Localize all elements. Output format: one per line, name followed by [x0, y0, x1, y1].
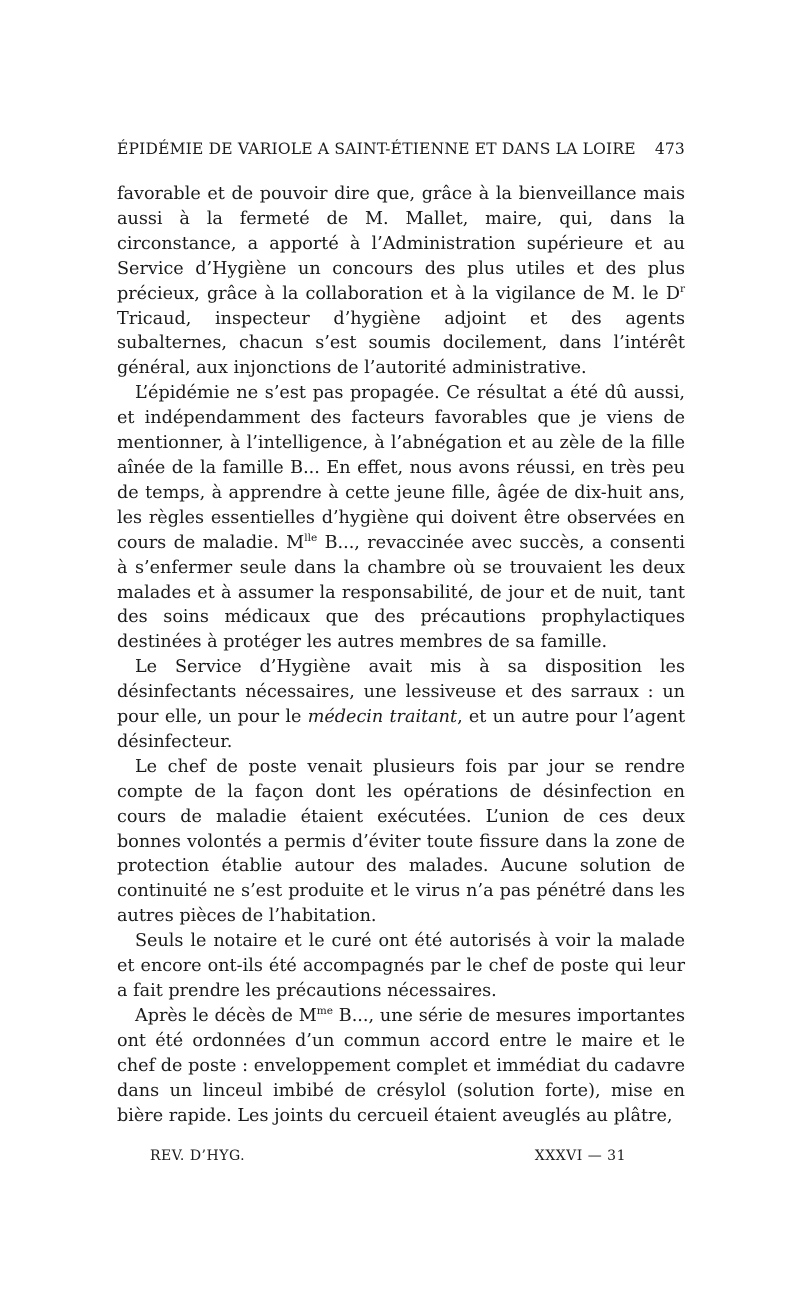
paragraph-5: [117, 929, 685, 1004]
body-text: [117, 182, 685, 1128]
paragraph-3: [117, 655, 685, 755]
running-header: [117, 140, 685, 170]
footer-signature: XXXVI — 31: [534, 1148, 626, 1164]
page-number: 473: [654, 140, 685, 158]
paragraph-6: [117, 1004, 685, 1129]
paragraph-text: B..., une série de mesures importantes ont été ordonnées d’un commun accord entre le maire et le chef de poste : enveloppement complet et immédiat du cadavre dans un linceul imbibé de crésylol (solution forte), mise en bière rapide. Les joints du cercueil étaient aveuglés au plâtre,: [117, 1005, 685, 1126]
paragraph-text: B..., revaccinée avec succès, a consenti à s’enfermer seule dans la chambre où se trouvaient les deux malades et à assumer la responsabilité, de jour et de nuit, tant des soins médicaux que des précautions prophylactiques destinées à protéger les autres membres de sa famille.: [117, 532, 685, 653]
paragraph-text: Seuls le notaire et le curé ont été autorisés à voir la malade et encore ont-ils été accompagnés par le chef de poste qui leur a fait prendre les précautions nécessaires.: [117, 931, 685, 1001]
paragraph-text: favorable et de pouvoir dire que, grâce à la bienveillance mais aussi à la fermeté de M. Mallet, maire, qui, dans la circonstance, a apporté à l’Administration supérieure et au Service d’Hygiène un concours des plus utiles et des plus précieux, grâce à la collaboration et à la vigilance de M. le D: [117, 184, 685, 304]
paragraph-text: Le Service d’Hygiène avait mis à sa disposition les désinfectants nécessaires, une lessiveuse et des sarraux : un pour elle, un pour le: [117, 657, 685, 728]
superscript: me: [316, 1005, 333, 1018]
paragraph-text: Tricaud, inspecteur d’hygiène adjoint et des agents subalternes, chacun s’est soumis docilement, dans l’intérêt général, aux injonctions de l’autorité administrative.: [117, 308, 685, 379]
superscript: r: [679, 282, 685, 295]
superscript: lle: [304, 531, 318, 544]
paragraph-1: [117, 182, 685, 381]
italic-text: médecin traitant: [307, 707, 458, 728]
paragraph-text: Après le décès de M: [135, 1005, 317, 1026]
paragraph-text: Le chef de poste venait plusieurs fois par jour se rendre compte de la façon dont les opérations de désinfection en cours de maladie étaient exécutées. L’union de ces deux bonnes volontés a permis d’éviter toute fissure dans la zone de protection établie autour des malades. Aucune solution de continuité ne s’est produite et le virus n’a pas pénétré dans les autres pièces de l’habitation.: [117, 756, 685, 927]
header-title: ÉPIDÉMIE DE VARIOLE A SAINT-ÉTIENNE ET DANS LA LOIRE: [117, 140, 636, 158]
paragraph-text: L’épidémie ne s’est pas propagée. Ce résultat a été dû aussi, et indépendamment des facteurs favorables que je viens de mentionner, à l’intelligence, à l’abnégation et au zèle de la fille aînée de la famille B... En effet, nous avons réussi, en très peu de temps, à apprendre à cette jeune fille, âgée de dix-huit ans, les règles essentielles d’hygiène qui doivent être observées en cours de maladie. M: [117, 383, 685, 553]
footer-journal: REV. D’HYG.: [150, 1148, 246, 1164]
paragraph-2: [117, 381, 685, 655]
paragraph-text: , et un autre pour l’agent désinfecteur.: [117, 707, 686, 752]
paragraph-4: [117, 755, 685, 929]
document-page: [117, 140, 685, 1128]
page-footer: [150, 1148, 626, 1164]
